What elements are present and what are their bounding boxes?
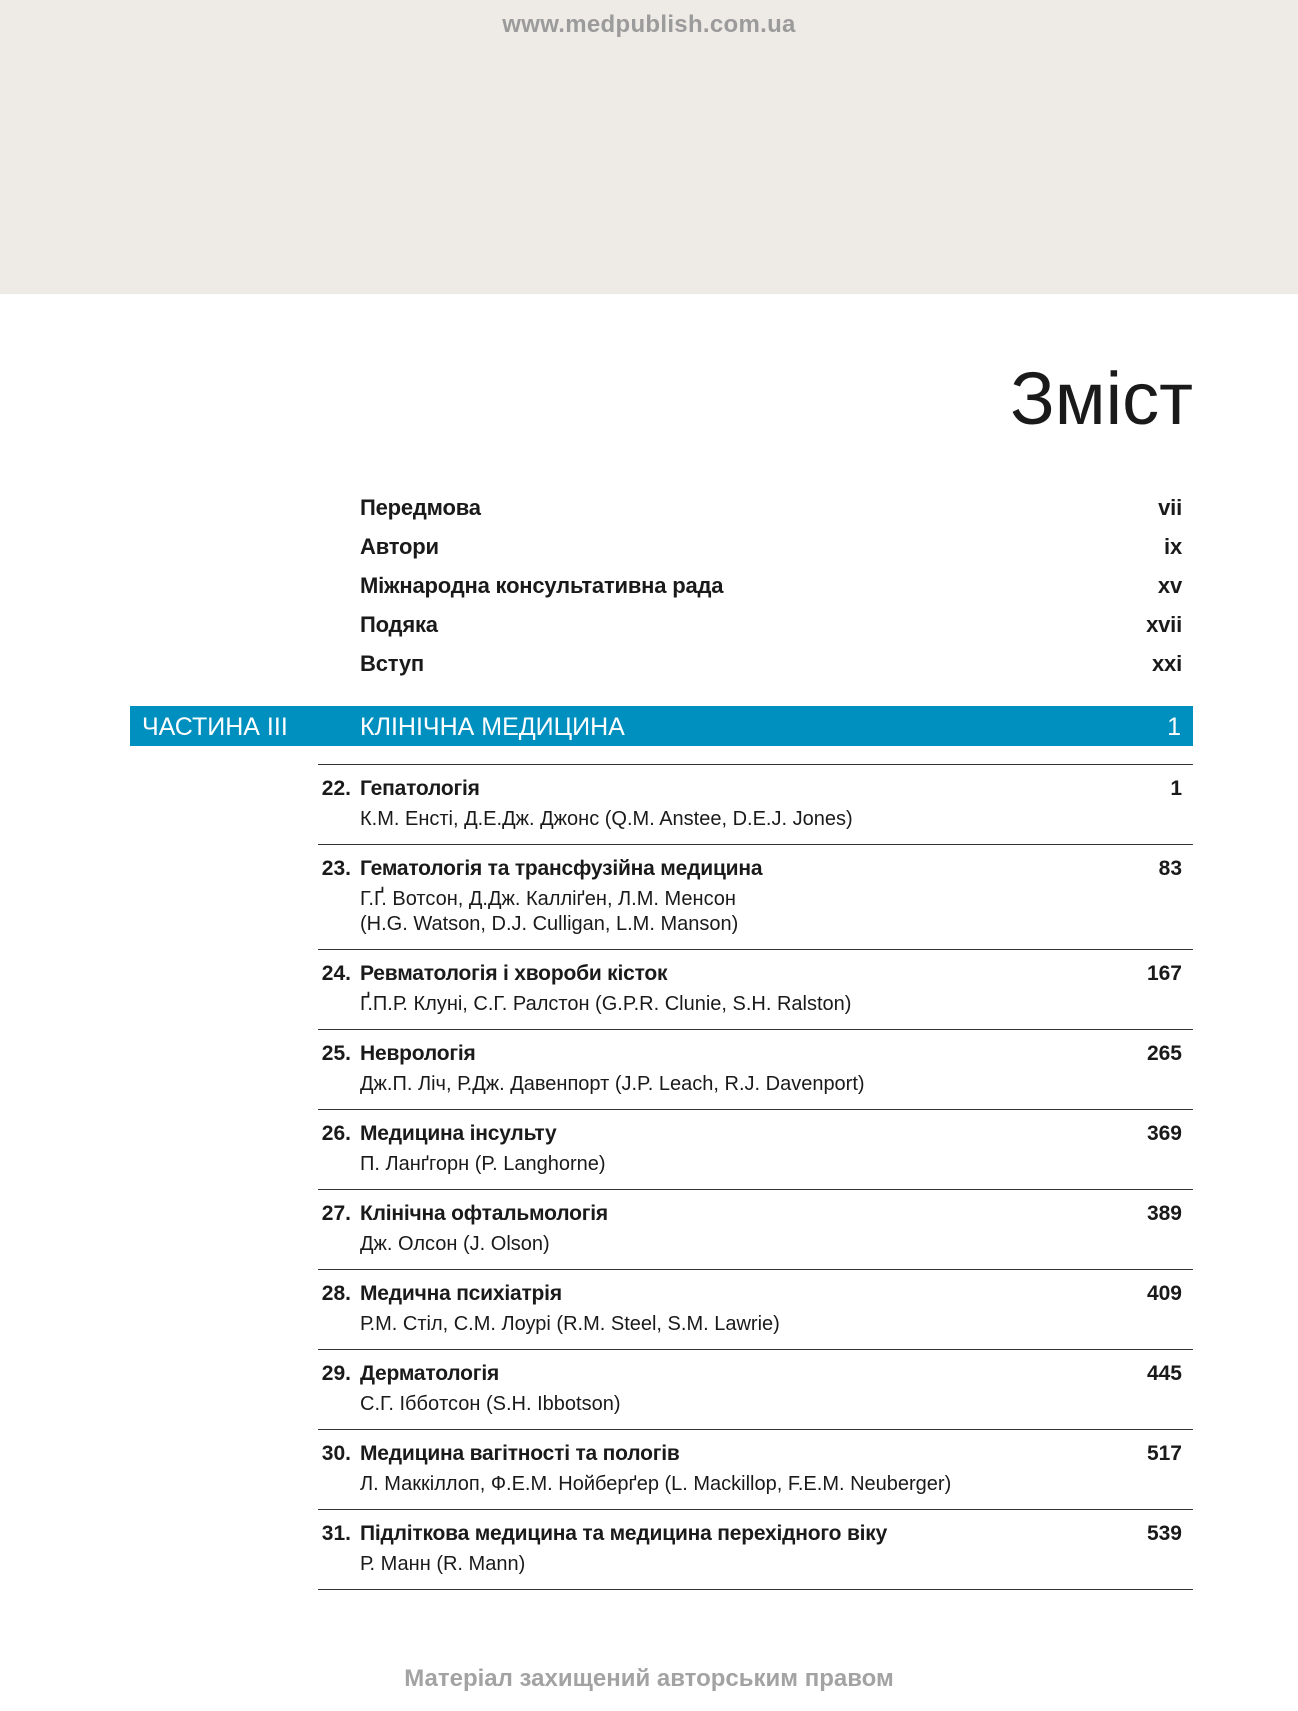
front-matter-item[interactable] [360, 566, 1182, 605]
front-matter-list [360, 488, 1182, 683]
top-band [0, 0, 1298, 294]
chapter-number: 27. [321, 1202, 351, 1225]
front-matter-page: xxi [1152, 650, 1182, 676]
chapter-entry[interactable] [318, 845, 1193, 950]
front-matter-page: ix [1164, 533, 1182, 559]
part-label: ЧАСТИНА ІІІ [142, 713, 288, 741]
chapter-page: 409 [1146, 1282, 1182, 1305]
chapter-authors: П. Ланґгорн (P. Langhorne) [360, 1153, 606, 1175]
chapter-authors: С.Г. Іббoтсон (S.H. Ibbotson) [360, 1393, 621, 1415]
part-title: КЛІНІЧНА МЕДИЦИНА [360, 713, 625, 741]
chapter-page: 1 [1170, 777, 1182, 800]
front-matter-item[interactable] [360, 527, 1182, 566]
front-matter-label: Подяка [360, 611, 438, 637]
chapter-title: Підліткова медицина та медицина перехідного віку [360, 1522, 888, 1545]
site-url[interactable]: www.medpublish.com.ua [502, 11, 796, 38]
chapter-title: Дерматологія [360, 1362, 500, 1385]
chapter-authors: Ґ.П.Р. Клуні, С.Г. Ралстон (G.P.R. Clunie, S.H. Ralston) [360, 993, 852, 1015]
chapter-number: 31. [321, 1522, 351, 1545]
chapter-title: Медична психіатрія [360, 1282, 562, 1305]
front-matter-label: Автори [360, 533, 439, 559]
chapter-entry[interactable] [318, 1190, 1193, 1270]
chapter-number: 29. [321, 1362, 351, 1385]
chapter-entry[interactable] [318, 950, 1193, 1030]
chapter-entry[interactable] [318, 1510, 1193, 1590]
chapter-page: 389 [1146, 1202, 1182, 1225]
front-matter-page: xv [1157, 572, 1182, 598]
chapter-title: Неврологія [360, 1042, 476, 1065]
chapter-title: Медицина інсульту [360, 1122, 557, 1145]
chapter-entry[interactable] [318, 1270, 1193, 1350]
chapter-list [318, 764, 1193, 1590]
copyright-note: Матеріал захищений авторським правом [404, 1665, 894, 1692]
chapter-number: 26. [321, 1122, 351, 1145]
chapter-authors-line: (H.G. Watson, D.J. Culligan, L.M. Manson) [360, 913, 739, 935]
chapter-page: 369 [1146, 1122, 1182, 1145]
chapter-entry[interactable] [318, 765, 1193, 845]
chapter-authors [360, 887, 1193, 937]
chapter-entry[interactable] [318, 1350, 1193, 1430]
chapter-authors: Дж. Олсон (J. Olson) [360, 1233, 550, 1255]
chapter-page: 167 [1146, 962, 1182, 985]
part-page-number: 1 [1167, 713, 1181, 741]
chapter-entry[interactable] [318, 1110, 1193, 1190]
chapter-page: 83 [1158, 857, 1182, 880]
chapter-authors: Р. Манн (R. Mann) [360, 1553, 526, 1575]
chapter-title: Клінічна офтальмологія [360, 1202, 608, 1225]
chapter-number: 25. [321, 1042, 351, 1065]
front-matter-label: Вступ [360, 650, 424, 676]
page-title: Зміст [1010, 357, 1193, 440]
chapter-entry[interactable] [318, 1430, 1193, 1510]
front-matter-page: vii [1158, 494, 1182, 520]
chapter-number: 24. [321, 962, 351, 985]
chapter-title: Ревматологія і хвороби кісток [360, 962, 668, 985]
chapter-page: 539 [1146, 1522, 1182, 1545]
front-matter-item[interactable] [360, 605, 1182, 644]
front-matter-label: Міжнародна консультативна рада [360, 572, 724, 598]
chapter-number: 23. [321, 857, 351, 880]
part-header-bar[interactable] [130, 706, 1193, 746]
chapter-title: Медицина вагітності та пологів [360, 1442, 680, 1465]
chapter-authors: Дж.П. Ліч, Р.Дж. Давенпорт (J.P. Leach, R.J. Davenport) [360, 1073, 865, 1095]
front-matter-item[interactable] [360, 644, 1182, 683]
chapter-page: 265 [1146, 1042, 1182, 1065]
chapter-authors: К.М. Енсті, Д.Е.Дж. Джонс (Q.M. Anstee, D.E.J. Jones) [360, 808, 853, 830]
chapter-authors: Р.М. Стіл, С.М. Лоурі (R.M. Steel, S.M. Lawrie) [360, 1313, 780, 1335]
front-matter-label: Передмова [360, 494, 481, 520]
chapter-number: 28. [321, 1282, 351, 1305]
front-matter-page: xvii [1146, 611, 1182, 637]
chapter-page: 445 [1146, 1362, 1182, 1385]
chapter-authors: Л. Маккіллоп, Ф.Е.М. Нойберґер (L. Mackillop, F.E.M. Neuberger) [360, 1473, 952, 1495]
chapter-title: Гематологія та трансфузійна медицина [360, 857, 763, 880]
chapter-page: 517 [1146, 1442, 1182, 1465]
chapter-title: Гепатологія [360, 777, 480, 800]
front-matter-item[interactable] [360, 488, 1182, 527]
chapter-entry[interactable] [318, 1030, 1193, 1110]
chapter-number: 30. [321, 1442, 351, 1465]
chapter-number: 22. [321, 777, 351, 800]
chapter-authors-line: Г.Ґ. Вотсон, Д.Дж. Калліґен, Л.М. Менсон [360, 888, 736, 910]
